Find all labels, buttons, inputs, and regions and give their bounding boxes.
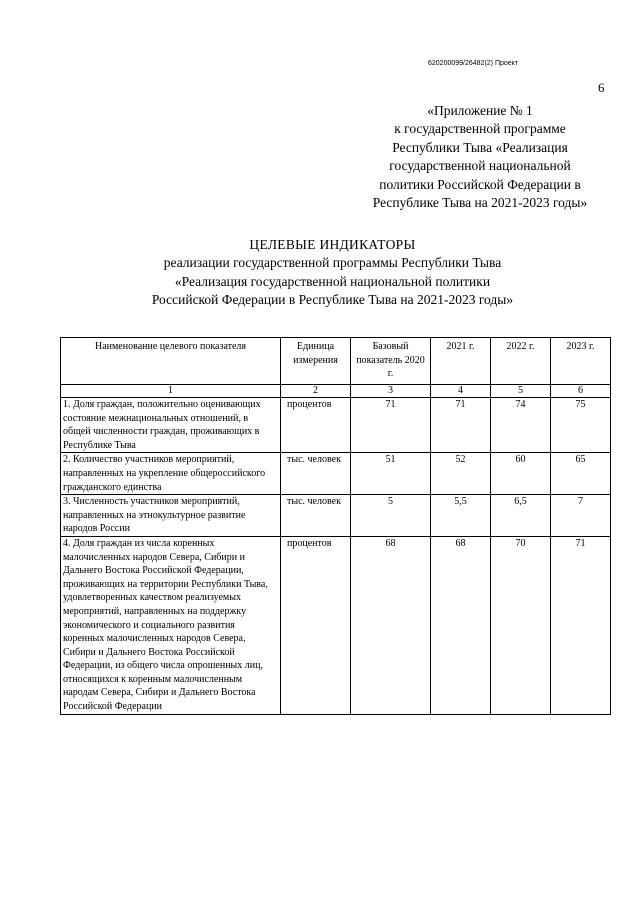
document-title xyxy=(100,236,565,310)
appendix-line: «Приложение № 1 xyxy=(427,103,533,118)
indicator-unit: тыс. человек xyxy=(281,495,351,537)
column-number: 2 xyxy=(281,385,351,398)
indicator-unit: процентов xyxy=(281,536,351,714)
indicator-name: 1. Доля граждан, положительно оценивающих состояние межнациональных отношений, в общей численности граждан, проживающих в Республике Тыва xyxy=(61,398,281,453)
title-line: «Реализация государственной национальной политики xyxy=(174,273,491,289)
column-number: 5 xyxy=(491,385,551,398)
indicator-unit: тыс. человек xyxy=(281,453,351,495)
appendix-line: политики Российской Федерации в xyxy=(379,176,581,192)
column-number-row xyxy=(61,385,611,398)
value-2021: 52 xyxy=(431,453,491,495)
indicator-name: 3. Численность участников мероприятий, направленных на этнокультурное развитие народов России xyxy=(61,495,281,537)
base-value: 71 xyxy=(351,398,431,453)
title-heading: ЦЕЛЕВЫЕ ИНДИКАТОРЫ xyxy=(249,237,416,252)
column-number: 4 xyxy=(431,385,491,398)
base-value: 5 xyxy=(351,495,431,537)
indicator-name: 4. Доля граждан из числа коренных малочисленных народов Севера, Сибири и Дальнего Востока Российской Федерации, проживающих на территории Республики Тыва, удовлетворенных качеством реализуемых мероприятий, направленных на поддержку экономического и социального развития коренных малочисленных народов Севера, Сибири и Дальнего Востока Российской Федерации, из общего числа опрошенных лиц, относящихся к коренным малочисленным народам Севера, Сибири и Дальнего Востока Российской Федерации xyxy=(61,536,281,714)
indicator-name: 2. Количество участников мероприятий, направленных на укрепление общероссийского гражданского единства xyxy=(61,453,281,495)
value-2023: 75 xyxy=(551,398,611,453)
header-2022: 2022 г. xyxy=(491,338,551,385)
header-2021: 2021 г. xyxy=(431,338,491,385)
table-header-row xyxy=(61,338,611,385)
header-indicator-name: Наименование целевого показателя xyxy=(61,338,281,385)
appendix-line: государственной национальной xyxy=(389,158,571,174)
table-row xyxy=(61,495,611,537)
value-2023: 7 xyxy=(551,495,611,537)
table-row xyxy=(61,398,611,453)
value-2022: 74 xyxy=(491,398,551,453)
appendix-line: к государственной программе xyxy=(394,121,566,137)
title-line: Российской Федерации в Республике Тыва на 2021-2023 годы» xyxy=(151,292,514,308)
header-unit: Единица измерения xyxy=(281,338,351,385)
document-id: 620200099/26482(2) Проект xyxy=(428,60,519,67)
header-base-value: Базовый показатель 2020 г. xyxy=(351,338,431,385)
indicators-table xyxy=(60,337,611,715)
title-line: реализации государственной программы Республики Тыва xyxy=(163,255,502,271)
value-2022: 60 xyxy=(491,453,551,495)
table-row xyxy=(61,453,611,495)
value-2021: 68 xyxy=(431,536,491,714)
indicator-unit: процентов xyxy=(281,398,351,453)
value-2023: 71 xyxy=(551,536,611,714)
table-row xyxy=(61,536,611,714)
value-2022: 6,5 xyxy=(491,495,551,537)
header-2023: 2023 г. xyxy=(551,338,611,385)
column-number: 3 xyxy=(351,385,431,398)
value-2021: 71 xyxy=(431,398,491,453)
value-2023: 65 xyxy=(551,453,611,495)
base-value: 51 xyxy=(351,453,431,495)
page-number: 6 xyxy=(598,80,605,95)
column-number: 1 xyxy=(61,385,281,398)
column-number: 6 xyxy=(551,385,611,398)
appendix-line: Республики Тыва «Реализация xyxy=(392,139,568,155)
value-2022: 70 xyxy=(491,536,551,714)
base-value: 68 xyxy=(351,536,431,714)
appendix-note xyxy=(350,102,610,212)
value-2021: 5,5 xyxy=(431,495,491,537)
appendix-line: Республике Тыва на 2021-2023 годы» xyxy=(372,195,588,211)
